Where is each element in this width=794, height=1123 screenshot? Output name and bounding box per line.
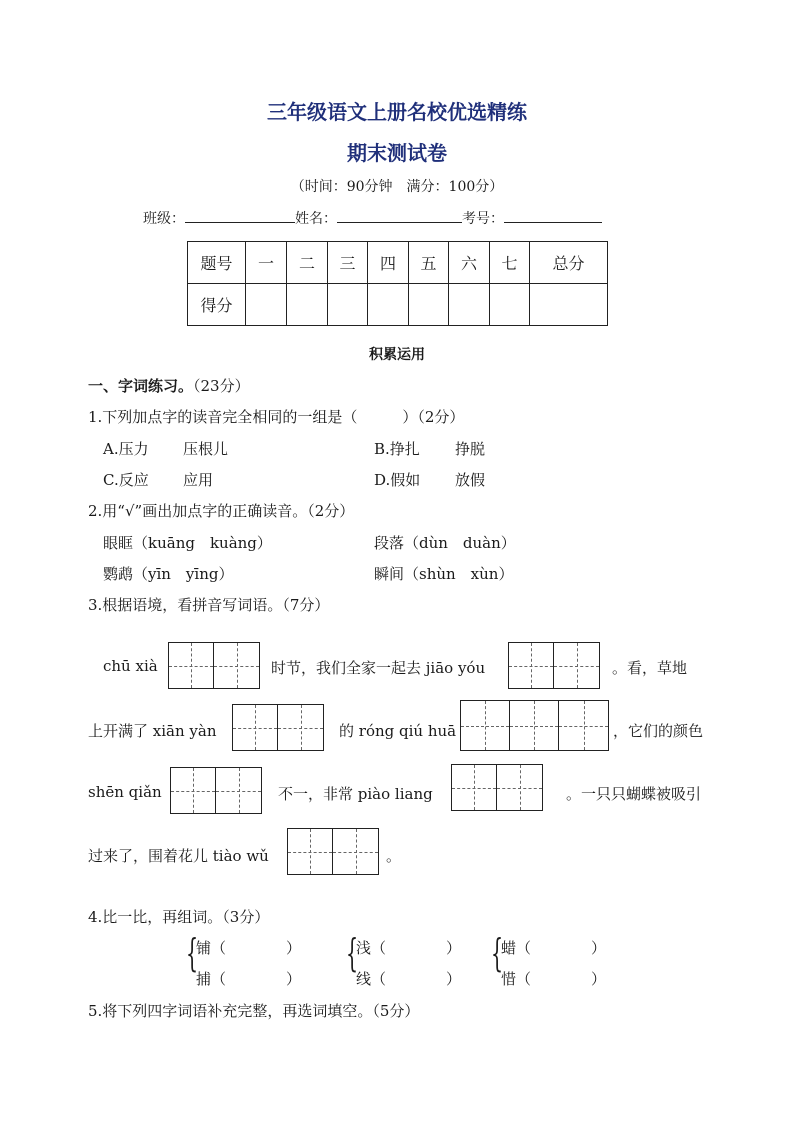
score-table-header-row	[188, 242, 608, 284]
score-cell[interactable]	[368, 284, 409, 326]
q1-option-d: D.假如	[374, 471, 421, 489]
q1-stem: 1.下列加点字的读音完全相同的一组是（ ）（2分）	[88, 408, 465, 426]
q2-item: 瞬间（shùn xùn）	[374, 565, 514, 583]
q3-text: chū xià	[103, 657, 158, 675]
class-field[interactable]	[185, 208, 295, 223]
score-cell[interactable]	[490, 284, 530, 326]
q5-stem: 5.将下列四字词语补充完整，再选词填空。（5分）	[88, 1002, 420, 1020]
student-info-row	[143, 208, 602, 228]
q1-option-c-word: 应用	[183, 471, 214, 489]
q2-item: 鹦鹉（yīn yīng）	[103, 565, 234, 583]
q3-text: 。	[386, 847, 402, 865]
class-label: 班级：	[143, 211, 185, 227]
q3-text: 时节，我们全家一起去 jiāo yóu	[271, 659, 486, 677]
name-label: 姓名：	[295, 211, 337, 227]
part1-heading	[88, 375, 250, 396]
q4-word: 铺（ ）	[196, 939, 302, 957]
table-header: 三	[328, 242, 368, 284]
q3-text: ，它们的颜色	[613, 722, 704, 740]
writing-grid-shenqian[interactable]	[170, 767, 262, 814]
writing-grid-rongqiuhua[interactable]	[460, 700, 609, 751]
exam-title: 三年级语文上册名校优选精练	[267, 100, 527, 124]
score-row-label: 得分	[188, 284, 246, 326]
brace-icon: {	[491, 931, 504, 975]
q3-text: 上开满了 xiān yàn	[88, 722, 217, 740]
score-cell[interactable]	[530, 284, 608, 326]
q3-text: 过来了，围着花儿 tiào wǔ	[88, 847, 269, 865]
q4-word: 浅（ ）	[356, 939, 462, 957]
exam-subtitle: 期末测试卷	[347, 141, 447, 165]
writing-grid-tiaowu[interactable]	[287, 828, 379, 875]
q3-text: 不一，非常 piào liang	[278, 785, 433, 803]
exam-no-field[interactable]	[504, 208, 602, 223]
table-header: 七	[490, 242, 530, 284]
writing-grid-piaoliang[interactable]	[451, 764, 543, 811]
name-field[interactable]	[337, 208, 462, 223]
q4-word: 惜（ ）	[501, 970, 607, 988]
q3-text: 。一只只蝴蝶被吸引	[566, 785, 702, 803]
brace-icon: {	[346, 931, 359, 975]
q1-option-a: A.压力	[103, 440, 149, 458]
score-cell[interactable]	[409, 284, 449, 326]
q4-stem: 4.比一比，再组词。（3分）	[88, 908, 270, 926]
q1-option-d-word: 放假	[455, 471, 486, 489]
writing-grid-chuxia[interactable]	[168, 642, 260, 689]
exam-no-label: 考号：	[462, 211, 504, 227]
section-title: 积累运用	[369, 347, 425, 363]
q2-item: 段落（dùn duàn）	[374, 534, 516, 552]
q4-word: 捕（ ）	[196, 970, 302, 988]
time-info: （时间：90分钟 满分：100分）	[290, 179, 504, 195]
q1-option-c: C.反应	[103, 471, 149, 489]
q4-word: 蜡（ ）	[501, 939, 607, 957]
q1-option-a-word: 压根儿	[183, 440, 229, 458]
writing-grid-jiaoyou[interactable]	[508, 642, 600, 689]
q1-option-b-word: 挣脱	[455, 440, 486, 458]
score-cell[interactable]	[328, 284, 368, 326]
q2-stem: 2.用“√”画出加点字的正确读音。（2分）	[88, 502, 355, 520]
score-cell[interactable]	[287, 284, 328, 326]
q2-item: 眼眶（kuāng kuàng）	[103, 534, 272, 552]
table-header: 四	[368, 242, 409, 284]
q4-word: 线（ ）	[356, 970, 462, 988]
table-header: 一	[246, 242, 287, 284]
part1-score: （23分）	[193, 377, 250, 395]
table-header: 五	[409, 242, 449, 284]
q3-text: shēn qiǎn	[88, 783, 162, 801]
q3-text: 。看，草地	[612, 659, 688, 677]
score-cell[interactable]	[449, 284, 490, 326]
table-header: 二	[287, 242, 328, 284]
writing-grid-xianyan[interactable]	[232, 704, 324, 751]
q1-option-b: B.挣扎	[374, 440, 420, 458]
part1-title: 一、字词练习。	[88, 377, 194, 395]
table-header: 六	[449, 242, 490, 284]
table-header: 总分	[530, 242, 608, 284]
score-table	[187, 241, 608, 326]
score-cell[interactable]	[246, 284, 287, 326]
table-header: 题号	[188, 242, 246, 284]
q3-stem: 3.根据语境，看拼音写词语。（7分）	[88, 596, 330, 614]
score-table-score-row	[188, 284, 608, 326]
q3-text: 的 róng qiú huā	[339, 722, 457, 740]
brace-icon: {	[186, 931, 199, 975]
